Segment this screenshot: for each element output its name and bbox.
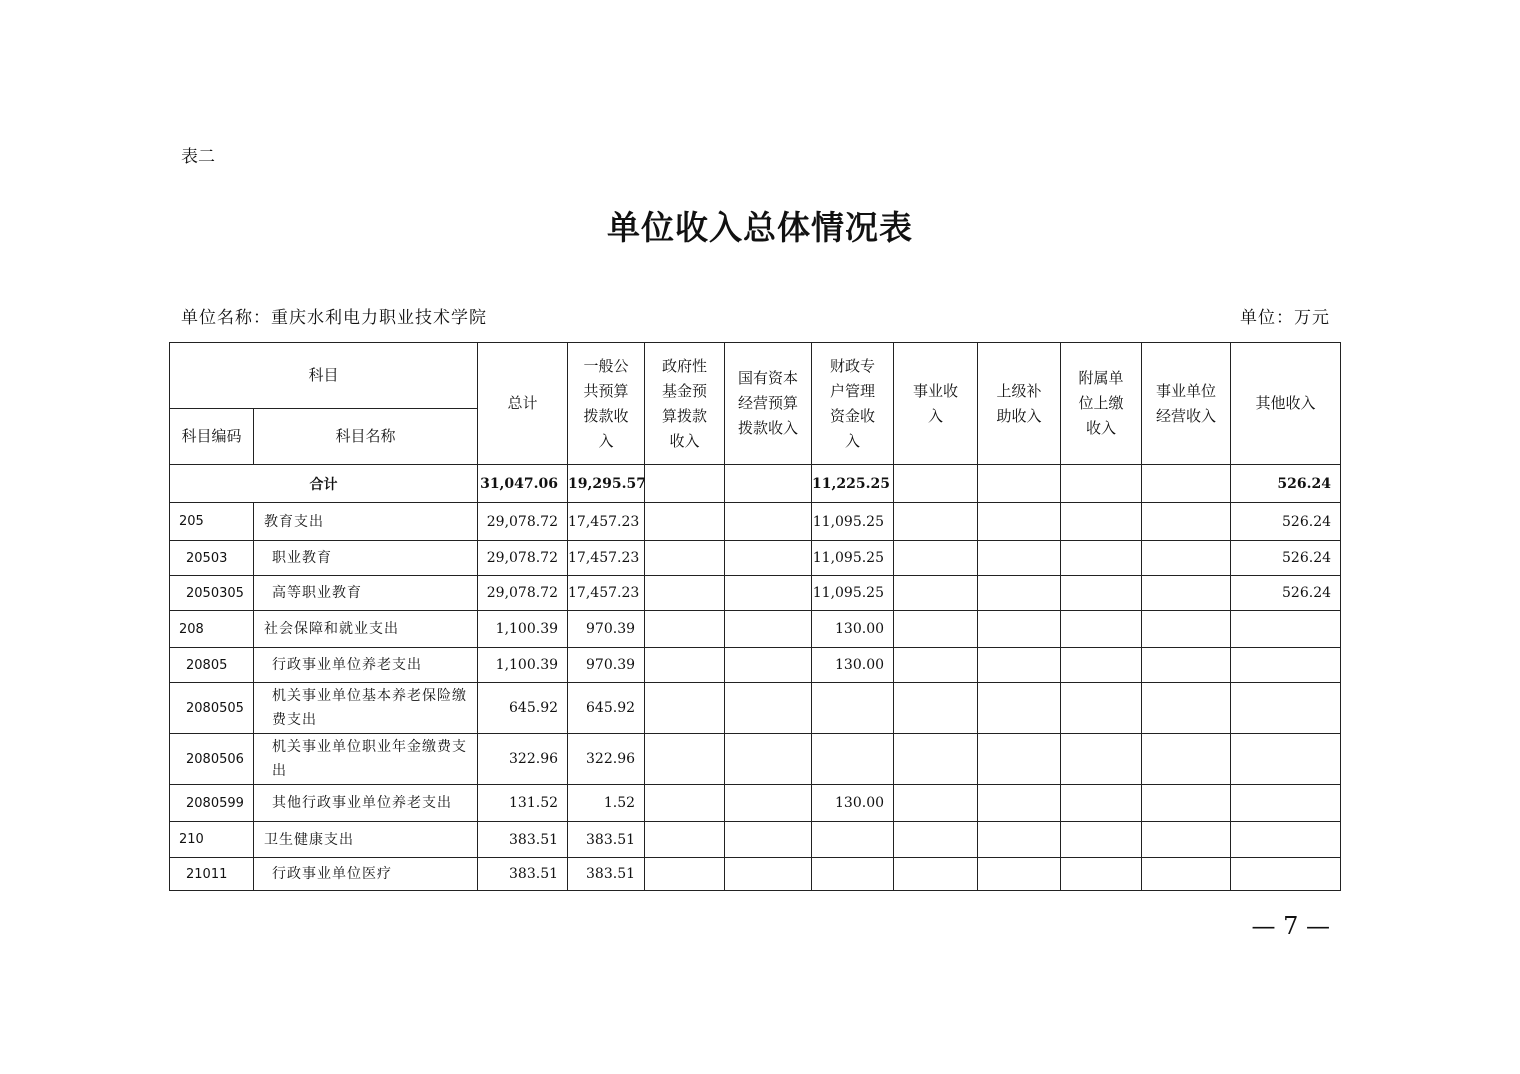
amount-cell	[978, 734, 1061, 785]
subject-header: 科目	[170, 343, 478, 409]
amount-cell	[725, 611, 812, 648]
amount-cell	[645, 858, 725, 891]
column-header: 一般公共预算拨款收入	[568, 343, 645, 465]
amount-cell	[645, 503, 725, 541]
amount-cell	[645, 611, 725, 648]
amount-cell	[1061, 785, 1142, 822]
amount-cell: 645.92	[568, 683, 645, 734]
column-header: 附属单位上缴收入	[1061, 343, 1142, 465]
amount-cell: 383.51	[568, 822, 645, 858]
document-label: 表二	[181, 147, 215, 167]
amount-cell	[1061, 734, 1142, 785]
amount-cell: 322.96	[478, 734, 568, 785]
amount-cell: 1,100.39	[478, 611, 568, 648]
amount-cell	[978, 683, 1061, 734]
subject-code: 208	[170, 611, 254, 648]
subject-name: 教育支出	[254, 503, 478, 541]
total-cell: 526.24	[1231, 465, 1341, 503]
amount-cell	[645, 648, 725, 683]
amount-cell	[894, 785, 978, 822]
amount-cell	[1061, 822, 1142, 858]
column-header: 财政专户管理资金收入	[812, 343, 894, 465]
table-row	[170, 503, 1341, 541]
subject-code: 2080505	[170, 683, 254, 734]
column-header: 政府性基金预算拨款收入	[645, 343, 725, 465]
subject-name: 高等职业教育	[254, 576, 478, 611]
table-row	[170, 648, 1341, 683]
amount-cell	[894, 503, 978, 541]
amount-cell: 526.24	[1231, 576, 1341, 611]
amount-cell	[1142, 503, 1231, 541]
subject-name: 机关事业单位基本养老保险缴费支出	[254, 683, 478, 734]
amount-cell	[894, 822, 978, 858]
amount-cell: 970.39	[568, 648, 645, 683]
amount-cell	[1142, 734, 1231, 785]
table-row	[170, 611, 1341, 648]
amount-cell	[978, 503, 1061, 541]
amount-cell	[1061, 683, 1142, 734]
amount-cell: 29,078.72	[478, 503, 568, 541]
total-cell	[645, 465, 725, 503]
currency-unit: 单位：万元	[1240, 308, 1330, 328]
amount-cell	[1231, 822, 1341, 858]
amount-cell	[1142, 541, 1231, 576]
amount-cell	[1061, 503, 1142, 541]
subject-name: 卫生健康支出	[254, 822, 478, 858]
amount-cell	[1142, 683, 1231, 734]
amount-cell	[1061, 648, 1142, 683]
amount-cell	[725, 503, 812, 541]
amount-cell: 11,095.25	[812, 503, 894, 541]
total-cell: 19,295.57	[568, 465, 645, 503]
subject-code: 2050305	[170, 576, 254, 611]
subject-code: 2080506	[170, 734, 254, 785]
total-cell: 31,047.06	[478, 465, 568, 503]
amount-cell: 970.39	[568, 611, 645, 648]
subject-name: 行政事业单位医疗	[254, 858, 478, 891]
amount-cell: 11,095.25	[812, 541, 894, 576]
amount-cell	[1061, 576, 1142, 611]
total-row	[170, 465, 1341, 503]
column-header: 总计	[478, 343, 568, 465]
table-row	[170, 734, 1341, 785]
amount-cell	[1142, 822, 1231, 858]
amount-cell	[725, 683, 812, 734]
column-header: 上级补助收入	[978, 343, 1061, 465]
amount-cell	[1231, 611, 1341, 648]
table-row	[170, 576, 1341, 611]
amount-cell	[725, 858, 812, 891]
amount-cell	[1061, 541, 1142, 576]
unit-name: 单位名称：重庆水利电力职业技术学院	[181, 308, 487, 328]
table-row	[170, 785, 1341, 822]
total-cell	[1142, 465, 1231, 503]
name-header: 科目名称	[254, 409, 478, 465]
amount-cell: 383.51	[568, 858, 645, 891]
amount-cell	[894, 858, 978, 891]
column-header: 其他收入	[1231, 343, 1341, 465]
amount-cell	[725, 785, 812, 822]
amount-cell	[812, 734, 894, 785]
amount-cell	[645, 734, 725, 785]
total-cell	[725, 465, 812, 503]
amount-cell: 526.24	[1231, 503, 1341, 541]
subject-code: 20503	[170, 541, 254, 576]
amount-cell	[978, 785, 1061, 822]
amount-cell	[645, 683, 725, 734]
column-header: 事业单位经营收入	[1142, 343, 1231, 465]
amount-cell	[725, 648, 812, 683]
total-cell	[894, 465, 978, 503]
amount-cell	[725, 822, 812, 858]
amount-cell	[1142, 648, 1231, 683]
column-header: 事业收入	[894, 343, 978, 465]
amount-cell	[645, 541, 725, 576]
amount-cell	[894, 541, 978, 576]
amount-cell	[1142, 858, 1231, 891]
amount-cell	[645, 576, 725, 611]
amount-cell: 322.96	[568, 734, 645, 785]
amount-cell	[645, 822, 725, 858]
table-row	[170, 822, 1341, 858]
amount-cell	[978, 858, 1061, 891]
amount-cell	[894, 683, 978, 734]
amount-cell	[894, 611, 978, 648]
amount-cell	[1231, 648, 1341, 683]
amount-cell: 130.00	[812, 648, 894, 683]
total-label: 合计	[170, 465, 478, 503]
amount-cell	[725, 734, 812, 785]
amount-cell: 29,078.72	[478, 541, 568, 576]
amount-cell	[1231, 734, 1341, 785]
amount-cell: 17,457.23	[568, 576, 645, 611]
amount-cell	[1142, 576, 1231, 611]
amount-cell	[1231, 785, 1341, 822]
subject-name: 行政事业单位养老支出	[254, 648, 478, 683]
amount-cell	[1231, 683, 1341, 734]
amount-cell	[894, 734, 978, 785]
table-row	[170, 683, 1341, 734]
subject-code: 21011	[170, 858, 254, 891]
amount-cell: 383.51	[478, 858, 568, 891]
amount-cell	[978, 648, 1061, 683]
amount-cell	[978, 822, 1061, 858]
amount-cell	[1061, 611, 1142, 648]
amount-cell: 17,457.23	[568, 541, 645, 576]
amount-cell: 130.00	[812, 785, 894, 822]
amount-cell	[645, 785, 725, 822]
amount-cell	[725, 541, 812, 576]
amount-cell	[1142, 785, 1231, 822]
subject-code: 20805	[170, 648, 254, 683]
subject-name: 机关事业单位职业年金缴费支出	[254, 734, 478, 785]
amount-cell	[978, 576, 1061, 611]
amount-cell	[894, 648, 978, 683]
amount-cell: 645.92	[478, 683, 568, 734]
amount-cell: 1,100.39	[478, 648, 568, 683]
amount-cell	[1231, 858, 1341, 891]
amount-cell: 11,095.25	[812, 576, 894, 611]
amount-cell: 1.52	[568, 785, 645, 822]
amount-cell: 130.00	[812, 611, 894, 648]
amount-cell	[978, 541, 1061, 576]
amount-cell: 383.51	[478, 822, 568, 858]
subject-name: 其他行政事业单位养老支出	[254, 785, 478, 822]
amount-cell: 17,457.23	[568, 503, 645, 541]
amount-cell	[812, 858, 894, 891]
column-header: 国有资本经营预算拨款收入	[725, 343, 812, 465]
amount-cell: 131.52	[478, 785, 568, 822]
page-number: — 7 —	[1251, 912, 1330, 940]
code-header: 科目编码	[170, 409, 254, 465]
total-cell	[978, 465, 1061, 503]
amount-cell	[812, 822, 894, 858]
table-row	[170, 858, 1341, 891]
income-table	[169, 342, 1341, 891]
amount-cell	[894, 576, 978, 611]
subject-code: 2080599	[170, 785, 254, 822]
page-title: 单位收入总体情况表	[607, 208, 913, 247]
amount-cell	[725, 576, 812, 611]
amount-cell	[1061, 858, 1142, 891]
subject-code: 205	[170, 503, 254, 541]
subject-name: 职业教育	[254, 541, 478, 576]
table-row	[170, 541, 1341, 576]
amount-cell	[812, 683, 894, 734]
amount-cell	[978, 611, 1061, 648]
subject-code: 210	[170, 822, 254, 858]
amount-cell	[1142, 611, 1231, 648]
amount-cell: 526.24	[1231, 541, 1341, 576]
total-cell: 11,225.25	[812, 465, 894, 503]
subject-name: 社会保障和就业支出	[254, 611, 478, 648]
amount-cell: 29,078.72	[478, 576, 568, 611]
total-cell	[1061, 465, 1142, 503]
